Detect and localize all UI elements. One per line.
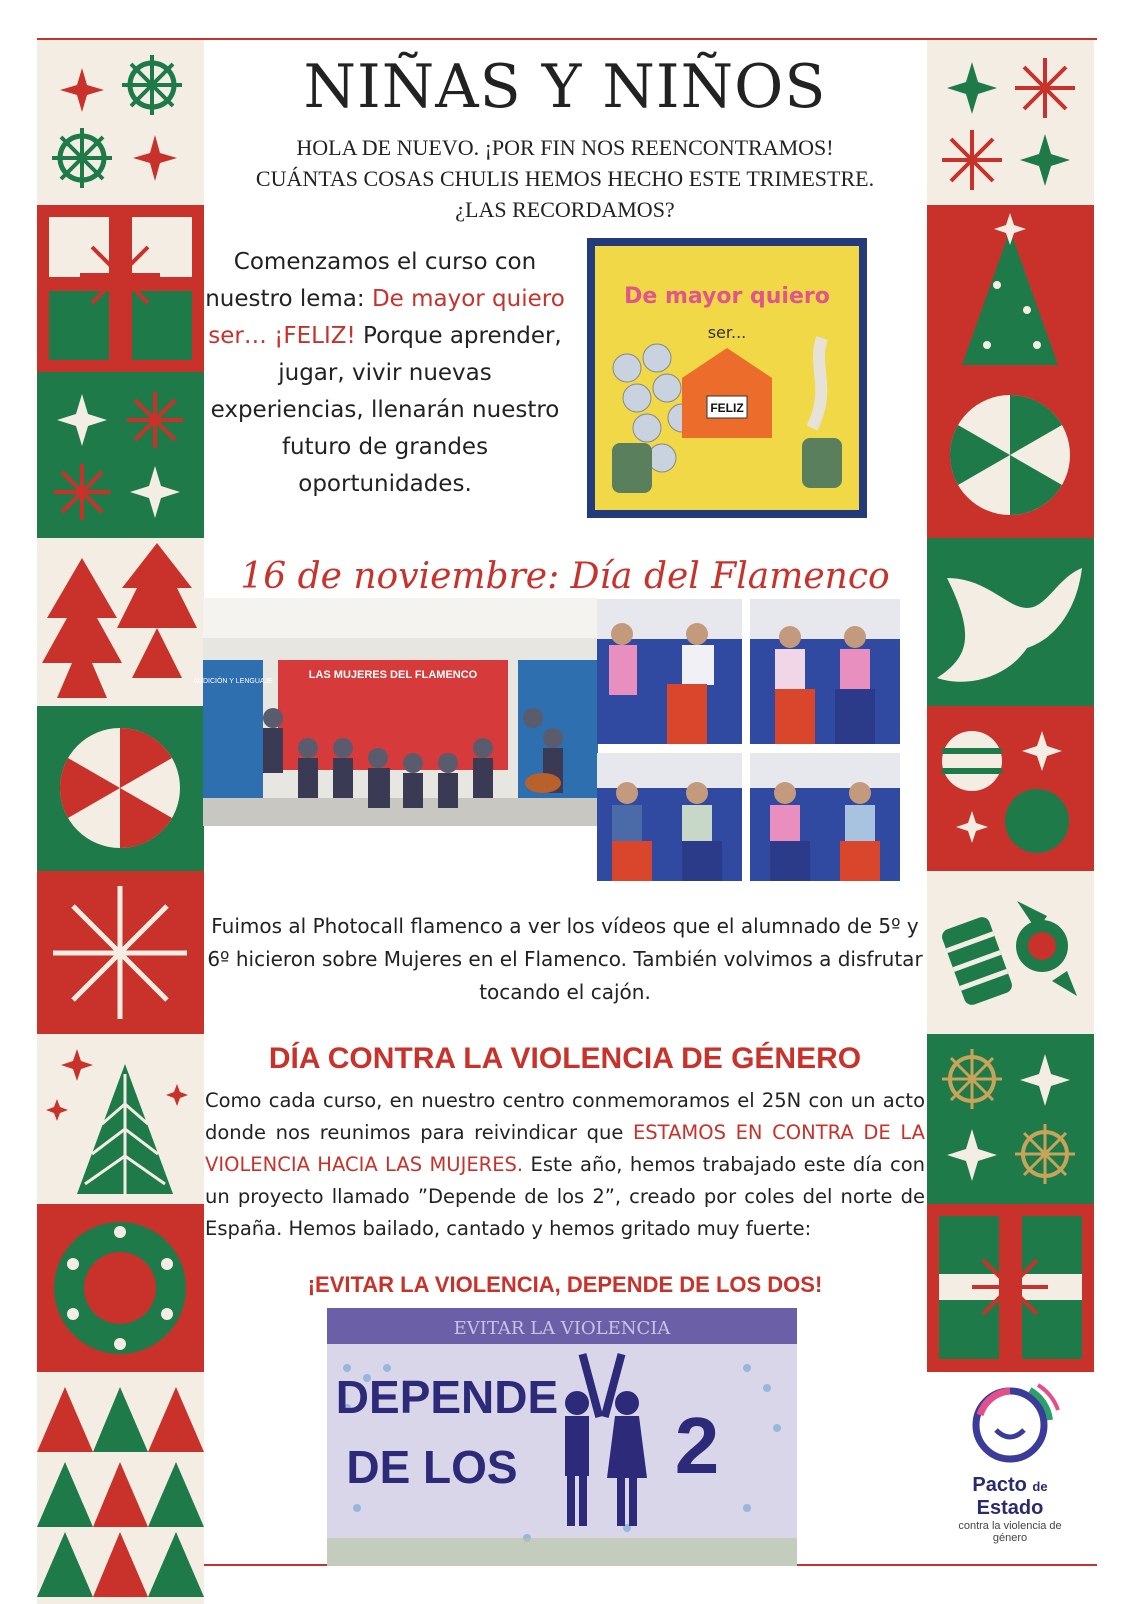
lema-part-1: Comenzamos el curso con nuestro lema: [205,249,537,312]
lema-highlight: De mayor quiero ser… ¡FELIZ! [208,286,565,349]
violencia-part-1: Como cada curso, en nuestro centro conmemoramos el 25N con un acto donde nos reunimos para reivindicar que [205,1089,925,1144]
pacto-word: Pacto [972,1474,1027,1496]
mural-house-label: FELIZ [710,401,744,415]
cajon-photo-1 [597,599,742,744]
peppermint-tile [37,706,204,871]
violencia-paragraph [205,1085,925,1245]
snowflake-red-tile [37,871,204,1034]
pacto-de: de [1032,1479,1048,1494]
ornaments-tile [927,706,1094,871]
red-trees-tile [37,538,204,706]
pacto-logo-subtitle: contra la violencia de género [958,1520,1062,1544]
mural2-line-1: DEPENDE [335,1371,559,1423]
mural2-number: 2 [674,1401,720,1490]
mural-photo [587,238,867,518]
gold-snowflake-tile [927,1034,1094,1204]
mural-heading-1: De mayor quiero [624,284,830,309]
cajon-photo-3 [597,753,742,881]
violencia-part-2: Este año, hemos trabajado este día con un proyecto llamado ”Depende de los 2”, creado por coles del norte de España. Hemos bailado, cantado y hemos gritado muy fuerte: [205,1153,926,1240]
depende-mural-photo [327,1308,797,1566]
lema-part-2: Porque aprender, jugar, vivir nuevas experiencias, llenarán nuestro futuro de grandes oportunidades. [210,323,562,497]
candy-tile [927,871,1094,1034]
flamenco-title: 16 de noviembre: Día del Flamenco [240,556,890,597]
mural-heading-2: ser... [707,323,747,342]
pacto-logo-icon [960,1380,1060,1470]
green-tree-tile [37,1034,204,1204]
right-stars-tile [927,40,1094,205]
intro-line-2: CUÁNTAS COSAS CHULIS HEMOS HECHO ESTE TRIMESTRE. [255,166,875,191]
stars-green-tile [37,372,204,538]
cajon-photo-4 [750,753,900,881]
right-peppermint-tile [927,372,1094,538]
violencia-title: DÍA CONTRA LA VIOLENCIA DE GÉNERO [268,1042,862,1075]
pacto-logo-name [940,1474,1080,1520]
gift-tile [37,205,204,372]
pacto-estado-logo [940,1380,1080,1544]
intro-line-3: ¿LAS RECORDAMOS? [455,197,675,222]
intro-line-1: HOLA DE NUEVO. ¡POR FIN NOS REENCONTRAMOS! [296,135,834,160]
triangles-tile [37,1372,204,1604]
wreath-tile [37,1204,204,1372]
mural2-top-text: EVITAR LA VIOLENCIA [453,1318,671,1339]
flamenco-banner-text: LAS MUJERES DEL FLAMENCO [308,669,478,681]
pacto-estado-word: Estado [976,1497,1044,1519]
right-gift-tile [927,1204,1094,1372]
star-snowflake-tile [37,40,204,205]
flamenco-group-photo [193,598,598,826]
dove-tile [927,538,1094,706]
door-sign-text: AUDICIÓN Y LENGUAJE [193,678,273,685]
flamenco-paragraph: Fuimos al Photocall flamenco a ver los vídeos que el alumnado de 5º y 6º hicieron sobre Mujeres en el Flamenco. También volvimos a disfrutar tocando el cajón. [207,914,923,1004]
lema-paragraph [205,244,565,503]
violencia-slogan: ¡EVITAR LA VIOLENCIA, DEPENDE DE LOS DOS! [307,1272,823,1297]
right-tree-tile [927,205,1094,372]
cajon-photo-2 [750,599,900,744]
page-title: NIÑAS Y NIÑOS [303,52,827,122]
mural2-line-2: DE LOS [346,1441,518,1493]
intro-text [205,132,925,225]
violencia-highlight: ESTAMOS EN CONTRA DE LA VIOLENCIA HACIA LAS MUJERES. [205,1121,925,1176]
